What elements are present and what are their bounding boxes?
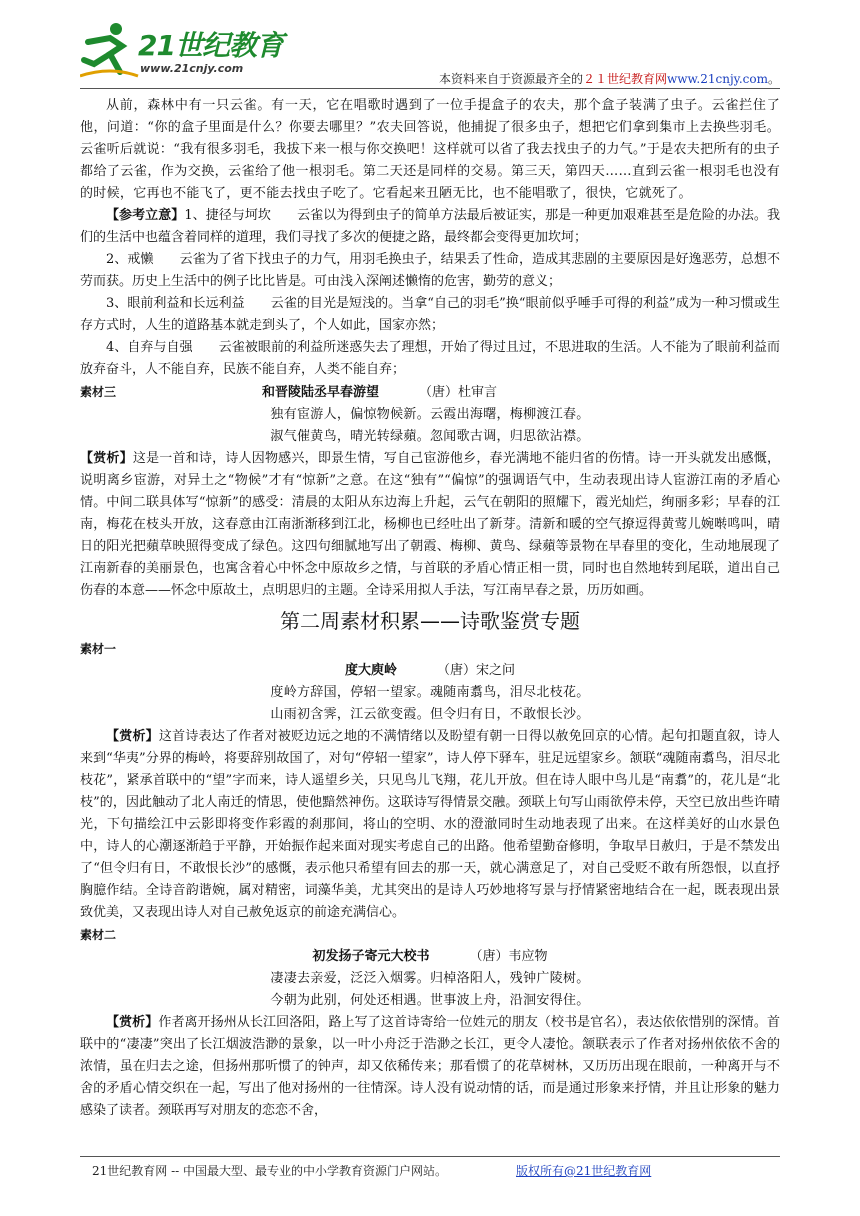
- footer-text: 21世纪教育网 -- 中国最大型、最专业的中小学教育资源门户网站。: [92, 1164, 448, 1178]
- page-header: [80, 18, 780, 88]
- logo-url: www.21cnjy.com: [140, 62, 244, 75]
- header-site-link[interactable]: ２１世纪教育网: [583, 72, 668, 86]
- poem1-heading: [80, 660, 780, 682]
- poem2-appreciation-label: 【赏析】: [106, 1015, 159, 1030]
- header-note-suffix: 。: [767, 72, 780, 86]
- poem2-heading: [80, 946, 780, 968]
- runner-logo-icon: [80, 20, 140, 80]
- material3-appreciation: [80, 448, 780, 602]
- poem1-appreciation-text: 这首诗表达了作者对被贬边远之地的不满情绪以及盼望有朝一日得以赦免回京的心情。起句扣题直叙，诗人来到“华夷”分界的梅岭，将要辞别故国了，对句“停轺一望家”，诗人停下驿车，驻足远望家乡。颔联“魂随南翥鸟，泪尽北枝花”，紧承首联中的“望”字而来，诗人遥望乡关，只见鸟儿飞翔，花儿开放。但在诗人眼中鸟儿是“南翥”的，花儿是“北枝”的，因此触动了北人南迁的情思，使他黯然神伤。这联诗写得情景交融。颈联上句写山雨欲停未停，天空已放出些许晴光，下句描绘江中云影即将变作彩霞的刹那间，将山的空明、水的澄澈同时生动地表现了出来。在这样美好的山水景色中，诗人的心潮逐渐趋于平静，开始振作起来面对现实考虑自己的出路。他希望勤奋修明，争取早日赦归，于是不禁发出了“但令归有日，不敢恨长沙”的感慨，表示他只希望有回去的那一天，就心满意足了，对自己受贬不敢有所怨恨，以直抒胸臆作结。全诗音韵谐婉，属对精密，词藻华美，尤其突出的是诗人巧妙地将写景与抒情紧密地结合在一起，既表现出景致优美，又表现出诗人对自己赦免返京的前途充满信心。: [80, 729, 780, 920]
- poem2-author: （唐）韦应物: [469, 949, 548, 964]
- poem1-title: 度大庾岭: [344, 663, 397, 678]
- poem1-appreciation-label: 【赏析】: [106, 729, 159, 744]
- ideas-label: 【参考立意】: [106, 208, 185, 223]
- material3-author: （唐）杜审言: [419, 385, 498, 400]
- material3-title: 和晋陵陆丞早春游望: [262, 385, 380, 400]
- poem2-title: 初发扬子寄元大校书: [312, 949, 430, 964]
- material3-appreciation-label: 【赏析】: [80, 451, 133, 466]
- idea-1: [80, 205, 780, 249]
- section-title: 第二周素材积累——诗歌鉴赏专题: [280, 609, 580, 633]
- material3-line-1: 独有宦游人，偏惊物候新。云霞出海曙，梅柳渡江春。: [270, 407, 590, 422]
- poem2-appreciation: [80, 1012, 780, 1122]
- header-divider: [80, 88, 780, 89]
- material3-heading: [80, 381, 780, 404]
- material3-label: 素材三: [80, 385, 117, 399]
- site-logo[interactable]: [80, 18, 300, 84]
- poem1-line-1: 度岭方辞国，停轺一望家。魂随南翥鸟，泪尽北枝花。: [270, 685, 590, 700]
- page-footer: [92, 1162, 782, 1179]
- header-note: [439, 70, 780, 87]
- poem2-label: 素材二: [80, 928, 117, 942]
- poem2-line-1: 凄凄去亲爱，泛泛入烟雾。归棹洛阳人，残钟广陵树。: [270, 971, 590, 986]
- idea-2: 2、戒懒 云雀为了省下找虫子的力气，用羽毛换虫子，结果丢了性命，造成其悲剧的主要原因是好逸恶劳，总想不劳而获。历史上生活中的例子比比皆是。可由浅入深阐述懒惰的危害，勤劳的意义；: [80, 252, 780, 289]
- logo-text: 21世纪教育: [138, 29, 283, 62]
- material3-appreciation-text: 这是一首和诗，诗人因物感兴，即景生情，写自己宦游他乡，春光满地不能归省的伤情。诗一开头就发出感慨，说明离乡宦游，对异土之“物候”才有“惊新”之意。在这“独有”“偏惊”的强调语气中，生动表现出诗人宦游江南的矛盾心情。中间二联具体写“惊新”的感受：清晨的太阳从东边海上升起，云气在朝阳的照耀下，霞光灿烂，绚丽多彩；早春的江南，梅花在枝头开放，这春意由江南浙渐移到江北，杨柳也已经吐出了新芽。清新和暖的空气撩逗得黄莺儿婉啭鸣叫，晴日的阳光把蘋草映照得变成了绿色。这四句细腻地写出了朝霞、梅柳、黄鸟、绿蘋等景物在早春里的变化，生动地展现了江南新春的美丽景色，也寓含着心中怀念中原故乡之情，与首联的矛盾心情正相一贯，同时也自然地转到尾联，道出自己伤春的本意——怀念中原故土，点明思归的主题。全诗采用拟人手法，写江南早春之景，历历如画。: [80, 451, 780, 598]
- document-body: [80, 95, 780, 1122]
- footer-divider: [80, 1156, 780, 1157]
- idea-1-text: 1、捷径与坷坎 云雀以为得到虫子的简单方法最后被证实，那是一种更加艰难甚至是危险的办法。我们的生活中也蕴含着同样的道理，我们寻找了多次的便捷之路，最终都会变得更加坎坷；: [80, 208, 780, 245]
- poem1-author: （唐）宋之问: [437, 663, 516, 678]
- poem1-appreciation: [80, 726, 780, 924]
- poem1-line-2: 山雨初含霁，江云欲变霞。但令归有日，不敢恨长沙。: [270, 707, 590, 722]
- header-url-link[interactable]: www.21cnjy.com: [667, 72, 768, 86]
- poem2-appreciation-text: 作者离开扬州从长江回洛阳，路上写了这首诗寄给一位姓元的朋友（校书是官名），表达依依惜别的深情。首联中的“凄凄”突出了长江烟波浩渺的景象，以一叶小舟泛于浩渺之长江，更令人凄怆。颔联表示了作者对扬州依依不舍的浓情，虽在归去之途，但扬州那听惯了的钟声，却又依稀传来；那看惯了的花草树林，又历历出现在眼前，一种离开与不舍的矛盾心情交织在一起，写出了他对扬州的一往情深。诗人没有说动情的话，而是通过形象来抒情，并且让形象的魅力感染了读者。颈联再写对朋友的恋恋不舍，: [80, 1015, 780, 1118]
- story-paragraph: 从前，森林中有一只云雀。有一天，它在唱歌时遇到了一位手提盒子的农夫，那个盒子装满了虫子。云雀拦住了他，问道：“你的盒子里面是什么？你要去哪里？”农夫回答说，他捕捉了很多虫子，想把它们拿到集市上去换些羽毛。云雀听后就说：“我有很多羽毛，我拔下来一根与你交换吧！这样就可以省了我去找虫子的力气。”于是农夫把所有的虫子都给了云雀，作为交换，云雀给了他一根羽毛。第二天还是同样的交易。第三天，第四天……直到云雀一根羽毛也没有的时候，它再也不能飞了，更不能去找虫子吃了。它看起来丑陋无比，也不能唱歌了，很快，它就死了。: [80, 98, 780, 201]
- idea-4: 4、自弃与自强 云雀被眼前的利益所迷惑失去了理想，开始了得过且过，不思进取的生活。人不能为了眼前利益而放弃奋斗，人不能自弃，民族不能自弃，人类不能自弃；: [80, 340, 780, 377]
- header-note-prefix: 本资料来自于资源最齐全的: [438, 72, 583, 86]
- poem1-label: 素材一: [80, 642, 117, 656]
- poem2-line-2: 今朝为此别，何处还相遇。世事波上舟，沿洄安得住。: [270, 993, 590, 1008]
- idea-3: 3、眼前利益和长远利益 云雀的目光是短浅的。当拿“自己的羽毛”换“眼前似乎唾手可得的利益”成为一种习惯或生存方式时，人生的道路基本就走到头了，个人如此，国家亦然；: [80, 296, 780, 333]
- footer-copyright-link[interactable]: 版权所有@21世纪教育网: [516, 1164, 652, 1178]
- material3-line-2: 淑气催黄鸟，晴光转绿蘋。忽闻歌古调，归思欲沾襟。: [270, 429, 590, 444]
